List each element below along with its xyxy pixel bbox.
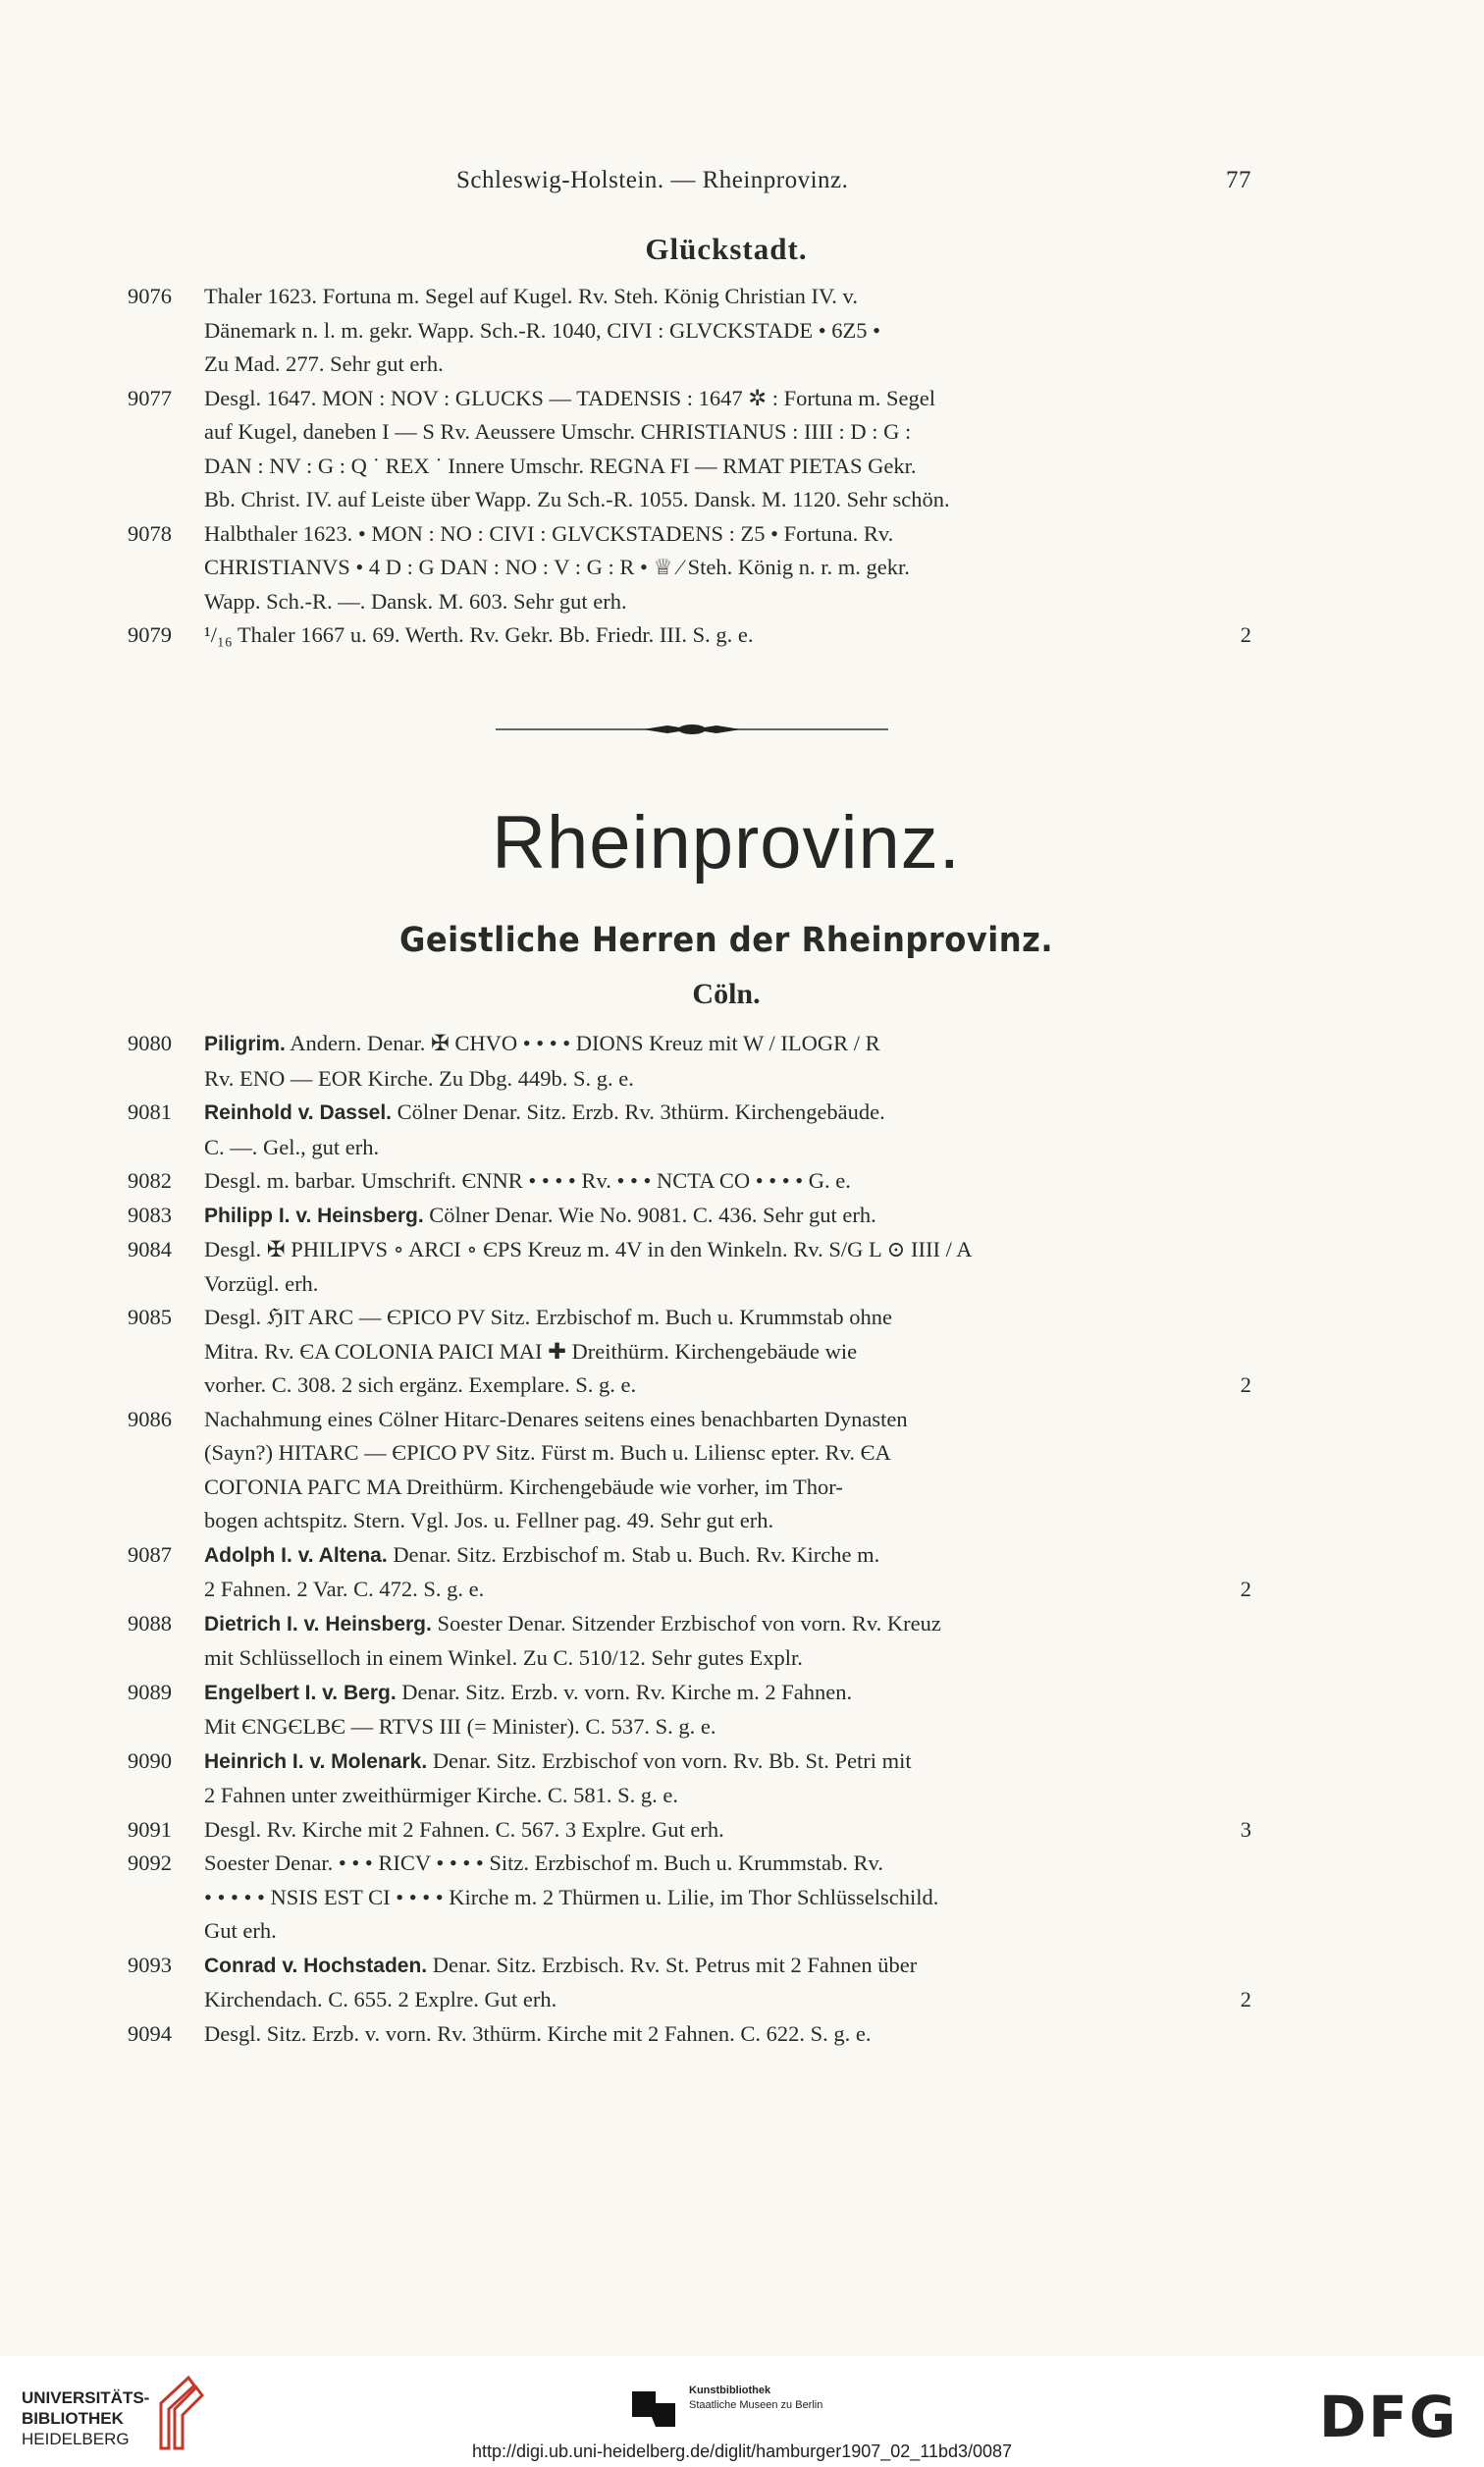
- entry-text: DAN : NV : G : Q ˙ REX ˙ Innere Umschr. REGNA FI — RMAT PIETAS Gekr.: [204, 453, 917, 478]
- entry-text: Desgl. Rv. Kirche mit 2 Fahnen. C. 567. 3 Explre. Gut erh.: [204, 1816, 724, 1842]
- entry-description: [204, 517, 1251, 619]
- catalog-entry: [128, 517, 1251, 619]
- entry-description: [204, 1538, 1251, 1607]
- entry-text: Zu Mad. 277. Sehr gut erh.: [204, 351, 444, 376]
- entry-description: [204, 1744, 1251, 1813]
- catalog-entry: [128, 1027, 1251, 1096]
- entry-line: [204, 382, 1251, 416]
- catalog-entry: [128, 1949, 1251, 2017]
- entry-number: 9079: [128, 622, 172, 647]
- catalog-entry: [128, 1676, 1251, 1744]
- glueckstadt-heading: Glückstadt.: [645, 232, 808, 266]
- entry-number: 9090: [128, 1747, 172, 1773]
- entry-text: Desgl. m. barbar. Umschrift. ЄNNR • • • • Rv. • • • NCTA CO • • • • G. e.: [204, 1168, 851, 1193]
- ruler-name: Dietrich I. v. Heinsberg.: [204, 1612, 432, 1636]
- entry-line: [204, 1267, 1251, 1302]
- entry-text: mit Schlüsselloch in einem Winkel. Zu C. 510/12. Sehr gutes Explr.: [204, 1645, 803, 1670]
- entry-line: [204, 551, 1251, 585]
- rheinprovinz-entries: [128, 1027, 1251, 2051]
- entry-line: [204, 348, 1251, 382]
- entry-number: 9076: [128, 284, 172, 308]
- entry-line: [204, 1335, 1251, 1369]
- ruler-name: Engelbert I. v. Berg.: [204, 1681, 397, 1704]
- entry-number: 9080: [128, 1031, 172, 1055]
- glueckstadt-entries: [128, 280, 1251, 653]
- entry-text: Gut erh.: [204, 1918, 277, 1943]
- entry-text: Cölner Denar. Wie No. 9081. C. 436. Sehr gut erh.: [423, 1202, 876, 1227]
- entry-text: Denar. Sitz. Erzb. v. vorn. Rv. Kirche m. 2 Fahnen.: [396, 1679, 853, 1704]
- entry-number: 9089: [128, 1679, 172, 1704]
- entry-quantity: 2: [1240, 622, 1251, 647]
- entry-line: [204, 1949, 1251, 1984]
- entry-number: 9092: [128, 1850, 172, 1875]
- entry-line: [204, 1813, 1251, 1848]
- entry-text: Bb. Christ. IV. auf Leiste über Wapp. Zu Sch.-R. 1055. Dansk. M. 1120. Sehr schön.: [204, 487, 950, 511]
- entry-text: Nachahmung eines Cölner Hitarc-Denares seitens eines benachbarten Dynasten: [204, 1406, 908, 1431]
- entry-number: 9093: [128, 1952, 172, 1977]
- entry-line: [204, 483, 1251, 517]
- entry-line: [204, 1471, 1251, 1505]
- catalog-entry: [128, 1607, 1251, 1676]
- entry-text: auf Kugel, daneben I — S Rv. Aeussere Umschr. CHRISTIANUS : IIII : D : G :: [204, 419, 912, 444]
- entry-line: [204, 1403, 1251, 1437]
- entry-line: [204, 314, 1251, 349]
- entry-text: 2 Fahnen. 2 Var. C. 472. S. g. e.: [204, 1577, 485, 1601]
- ruler-name: Adolph I. v. Altena.: [204, 1543, 388, 1567]
- entry-number: 9085: [128, 1305, 172, 1329]
- entry-line: [204, 1027, 1251, 1062]
- entry-text: Mitra. Rv. ЄA COLONIA PAICI MAI ✚ Dreithürm. Kirchengebäude wie: [204, 1338, 858, 1364]
- entry-number: 9094: [128, 2020, 172, 2046]
- catalog-entry: [128, 382, 1251, 517]
- entry-line: [204, 517, 1251, 552]
- entry-text: Thaler 1623. Fortuna m. Segel auf Kugel. Rv. Steh. König Christian IV. v.: [204, 284, 858, 308]
- ruler-name: Piligrim.: [204, 1033, 286, 1055]
- kb-line1: Kunstbibliothek: [689, 2385, 771, 2396]
- entry-line: [204, 1504, 1251, 1538]
- entry-line: [204, 1436, 1251, 1471]
- entry-line: [204, 1676, 1251, 1711]
- entry-text: Vorzügl. erh.: [204, 1270, 319, 1296]
- entry-text: • • • • • NSIS EST CI • • • • Kirche m. 2 Thürmen u. Lilie, im Thor Schlüsselschild.: [204, 1884, 939, 1909]
- dfg-logo: DFG: [1319, 2384, 1458, 2450]
- entry-description: [204, 1096, 1251, 1164]
- kb-line2: Staatliche Museen zu Berlin: [689, 2399, 823, 2411]
- entry-text: Denar. Sitz. Erzbischof von vorn. Rv. Bb. St. Petri mit: [427, 1747, 912, 1773]
- entry-description: [204, 1301, 1251, 1403]
- entry-description: [204, 1027, 1251, 1096]
- entry-line: [204, 280, 1251, 314]
- entry-text: Denar. Sitz. Erzbisch. Rv. St. Petrus mit 2 Fahnen über: [427, 1952, 918, 1977]
- chapter-title: Rheinprovinz.: [492, 801, 961, 885]
- entry-text: bogen achtspitz. Stern. Vgl. Jos. u. Fellner pag. 49. Sehr gut erh.: [204, 1508, 774, 1532]
- entry-line: [204, 585, 1251, 619]
- entry-line: [204, 1199, 1251, 1234]
- kunstbibliothek-label: [689, 2384, 822, 2413]
- entry-description: [204, 1164, 1251, 1199]
- catalog-entry: [128, 1538, 1251, 1607]
- entry-description: [204, 280, 1251, 382]
- entry-description: [204, 1403, 1251, 1538]
- source-url[interactable]: http://digi.ub.uni-heidelberg.de/diglit/hamburger1907_02_11bd3/0087: [471, 2441, 1013, 2461]
- entry-line: [204, 1744, 1251, 1780]
- entry-number: 9077: [128, 385, 172, 410]
- ruler-name: Philipp I. v. Heinsberg.: [204, 1204, 424, 1227]
- entry-line: [204, 450, 1251, 484]
- entry-number: 9083: [128, 1202, 172, 1227]
- entry-text: Desgl. ℌIT ARC — ЄPICO PV Sitz. Erzbischof m. Buch u. Krummstab ohne: [204, 1305, 892, 1329]
- page-number: 77: [1226, 167, 1251, 193]
- entry-description: [204, 1676, 1251, 1744]
- catalog-entry: [128, 280, 1251, 382]
- entry-line: [204, 1301, 1251, 1335]
- entry-quantity: 2: [1240, 1987, 1251, 2011]
- entry-line: [204, 1881, 1251, 1915]
- ruler-name: Conrad v. Hochstaden.: [204, 1954, 428, 1977]
- catalog-entry: [128, 1164, 1251, 1199]
- catalog-entry: [128, 1847, 1251, 1949]
- catalog-entry: [128, 1199, 1251, 1234]
- entry-line: [204, 1641, 1251, 1676]
- entry-line: [204, 1368, 1251, 1403]
- entry-text: Dänemark n. l. m. gekr. Wapp. Sch.-R. 1040, CIVI : GLVCKSTADE • 6Z5 •: [204, 317, 880, 343]
- running-head-title: Schleswig-Holstein. — Rheinprovinz.: [456, 167, 849, 193]
- entry-quantity: 2: [1240, 1372, 1251, 1397]
- entry-text: Andern. Denar. ✠ CHVO • • • • DIONS Kreuz mit W / ILOGR / R: [285, 1031, 880, 1055]
- entry-text: Rv. ENO — EOR Kirche. Zu Dbg. 449b. S. g. e.: [204, 1065, 634, 1091]
- entry-number: 9091: [128, 1816, 172, 1842]
- library-line3: HEIDELBERG: [22, 2430, 130, 2448]
- catalog-entry: [128, 1301, 1251, 1403]
- entry-text: Kirchendach. C. 655. 2 Explre. Gut erh.: [204, 1987, 557, 2011]
- university-library-name: [22, 2387, 149, 2449]
- chapter-subtitle: Geistliche Herren der Rheinprovinz.: [398, 921, 1054, 960]
- entry-text: (Sayn?) HITARC — ЄPICO PV Sitz. Fürst m. Buch u. Liliensc epter. Rv. ЄA: [204, 1440, 891, 1465]
- entry-text: Desgl. Sitz. Erzb. v. vorn. Rv. 3thürm. Kirche mit 2 Fahnen. C. 622. S. g. e.: [204, 2020, 872, 2046]
- entry-number: 9081: [128, 1099, 172, 1124]
- entry-text: ¹/₁₆ Thaler 1667 u. 69. Werth. Rv. Gekr. Bb. Friedr. III. S. g. e.: [204, 622, 754, 647]
- library-line1: UNIVERSITÄTS-: [22, 2388, 150, 2407]
- kunstbibliothek-logo-icon: [632, 2387, 677, 2431]
- entry-line: [204, 1710, 1251, 1744]
- entry-description: [204, 1847, 1251, 1949]
- ruler-name: Reinhold v. Dassel.: [204, 1101, 392, 1124]
- catalog-entry: [128, 1744, 1251, 1813]
- entry-number: 9078: [128, 520, 172, 546]
- entry-text: CHRISTIANVS • 4 D : G DAN : NO : V : G : R • ♕ ⁄ Steh. König n. r. m. gekr.: [204, 555, 910, 579]
- library-line2: BIBLIOTHEK: [22, 2409, 124, 2428]
- entry-text: Mit ЄNGЄLBЄ — RTVS III (= Minister). C. 537. S. g. e.: [204, 1714, 716, 1739]
- entry-text: Desgl. 1647. MON : NOV : GLUCKS — TADENSIS : 1647 ✲ : Fortuna m. Segel: [204, 385, 935, 410]
- entry-line: [204, 1096, 1251, 1131]
- entry-number: 9084: [128, 1237, 172, 1261]
- catalog-entry: [128, 618, 1251, 653]
- university-library-logo-icon: [149, 2374, 208, 2452]
- entry-quantity: 2: [1240, 1577, 1251, 1601]
- ornamental-divider: [496, 720, 888, 739]
- entry-text: Wapp. Sch.-R. —. Dansk. M. 603. Sehr gut erh.: [204, 588, 627, 614]
- entry-description: [204, 1949, 1251, 2017]
- entry-description: [204, 1233, 1251, 1301]
- entry-text: Cölner Denar. Sitz. Erzb. Rv. 3thürm. Kirchengebäude.: [392, 1099, 885, 1124]
- catalog-entry: [128, 1096, 1251, 1164]
- entry-number: 9086: [128, 1406, 172, 1431]
- catalog-entry: [128, 1233, 1251, 1301]
- entry-line: [204, 2017, 1251, 2052]
- entry-description: [204, 2017, 1251, 2052]
- entry-description: [204, 1607, 1251, 1676]
- entry-text: vorher. C. 308. 2 sich ergänz. Exemplare. S. g. e.: [204, 1372, 637, 1397]
- entry-text: Desgl. ✠ PHILIPVS ∘ ARCI ∘ ЄPS Kreuz m. 4V in den Winkeln. Rv. S/G L ⊙ IIII / A: [204, 1237, 973, 1261]
- entry-line: [204, 1779, 1251, 1813]
- catalog-entry: [128, 2017, 1251, 2052]
- catalog-entry: [128, 1403, 1251, 1538]
- entry-line: [204, 1538, 1251, 1574]
- entry-text: Soester Denar. • • • RICV • • • • Sitz. Erzbischof m. Buch u. Krummstab. Rv.: [204, 1850, 883, 1875]
- city-heading: Cöln.: [692, 978, 761, 1010]
- entry-line: [204, 1914, 1251, 1949]
- entry-quantity: 3: [1240, 1816, 1251, 1842]
- entry-description: [204, 1813, 1251, 1848]
- entry-line: [204, 1131, 1251, 1165]
- entry-line: [204, 1847, 1251, 1881]
- entry-line: [204, 1233, 1251, 1267]
- catalog-entry: [128, 1813, 1251, 1848]
- entry-text: 2 Fahnen unter zweithürmiger Kirche. C. 581. S. g. e.: [204, 1783, 679, 1807]
- entry-line: [204, 1573, 1251, 1607]
- entry-text: Denar. Sitz. Erzbischof m. Stab u. Buch. Rv. Kirche m.: [387, 1541, 880, 1567]
- entry-description: [204, 382, 1251, 517]
- ruler-name: Heinrich I. v. Molenark.: [204, 1749, 428, 1773]
- entry-text: Halbthaler 1623. • MON : NO : CIVI : GLVCKSTADENS : Z5 • Fortuna. Rv.: [204, 520, 894, 546]
- entry-line: [204, 618, 1251, 653]
- entry-text: Soester Denar. Sitzender Erzbischof von vorn. Rv. Kreuz: [431, 1610, 941, 1636]
- entry-description: [204, 1199, 1251, 1234]
- entry-number: 9088: [128, 1610, 172, 1636]
- entry-description: [204, 618, 1251, 653]
- entry-text: C. —. Gel., gut erh.: [204, 1134, 380, 1159]
- entry-line: [204, 1983, 1251, 2017]
- entry-number: 9082: [128, 1168, 172, 1193]
- entry-line: [204, 1164, 1251, 1199]
- entry-line: [204, 1607, 1251, 1642]
- entry-text: COΓONIA PAΓC MA Dreithürm. Kirchengebäude wie vorher, im Thor-: [204, 1474, 843, 1499]
- entry-number: 9087: [128, 1541, 172, 1567]
- entry-line: [204, 415, 1251, 450]
- entry-line: [204, 1062, 1251, 1097]
